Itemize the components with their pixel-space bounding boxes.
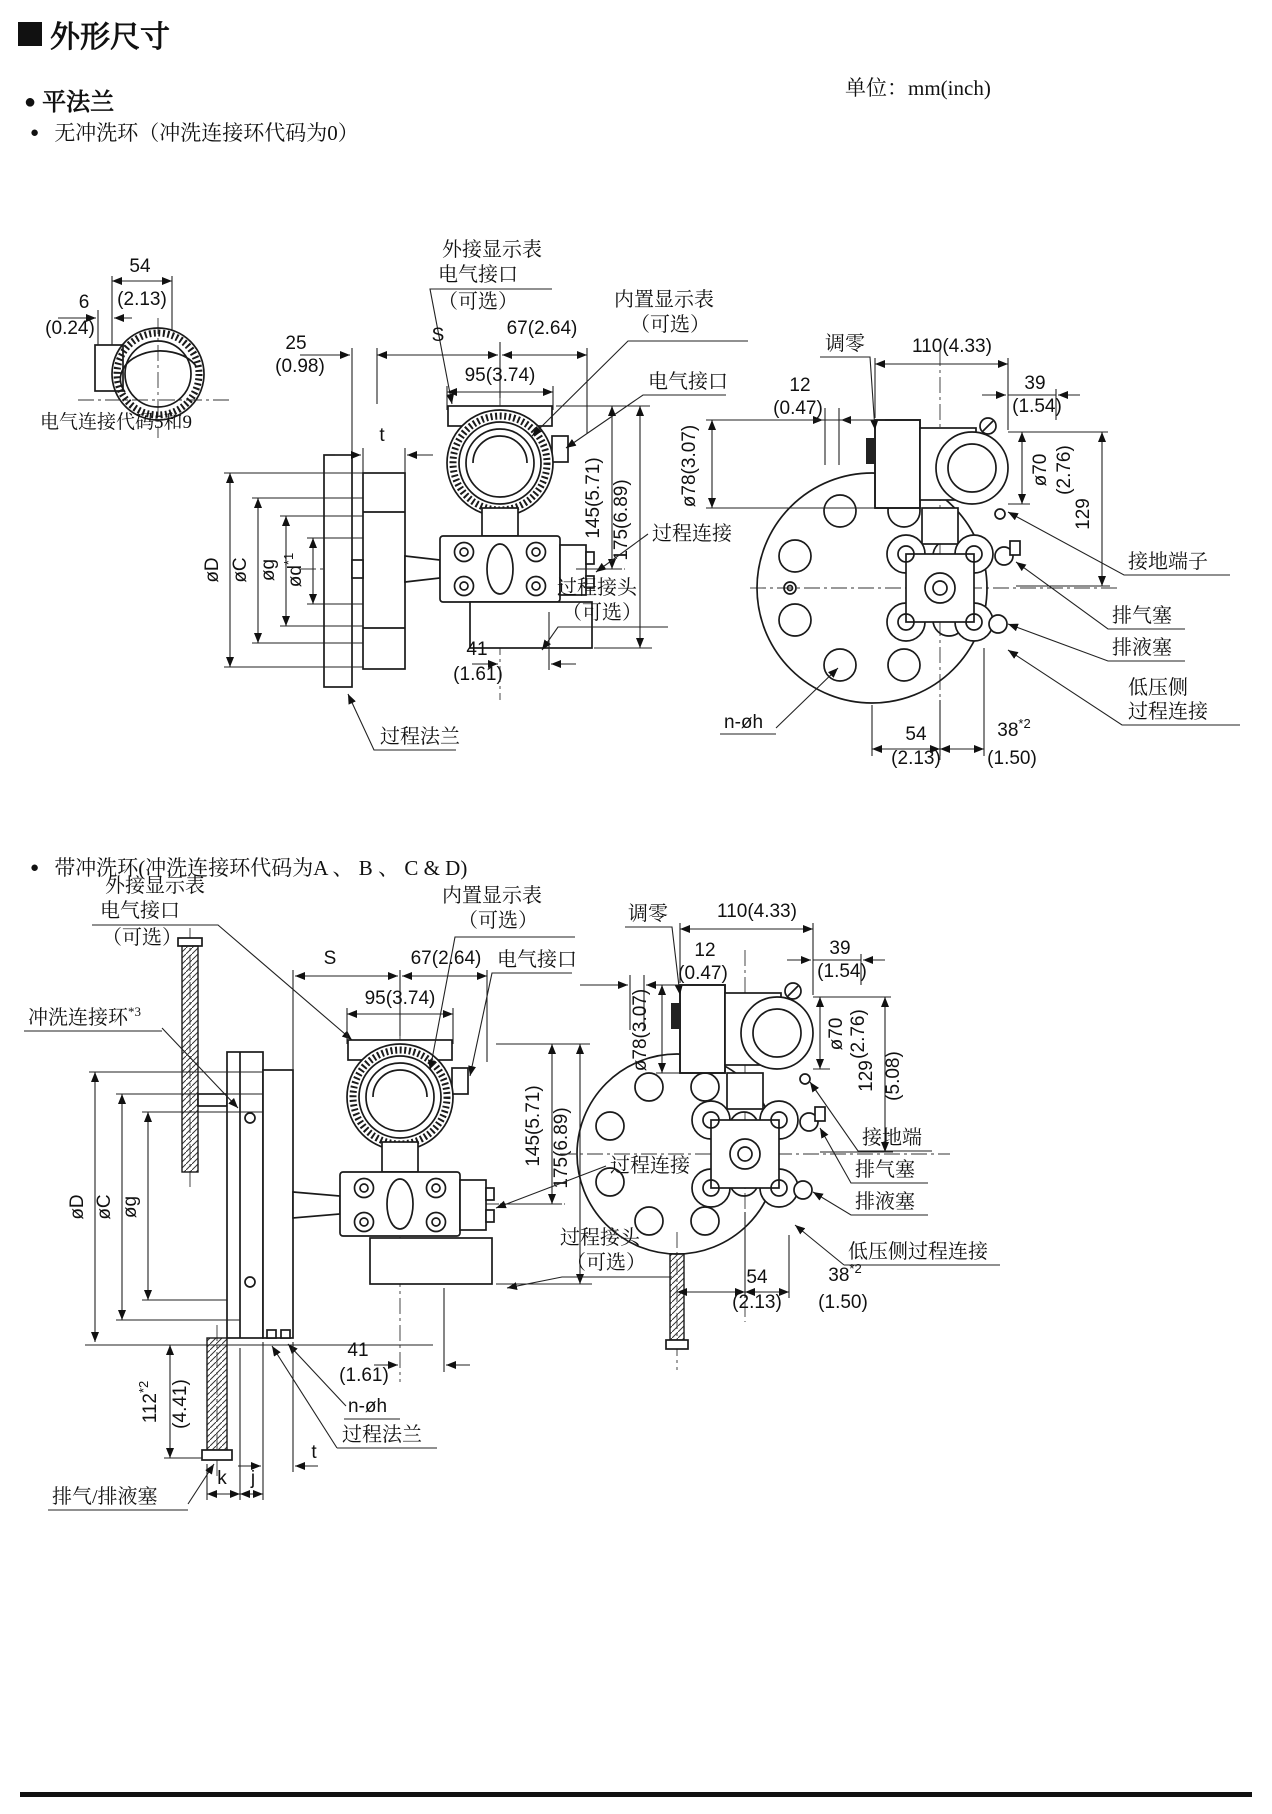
dim-t: t [311, 1442, 317, 1463]
label-internal-display-1: 内置显示表 [614, 289, 714, 311]
dim-o70: ø70 [826, 1017, 847, 1051]
label-lp-side-connection: 低压侧过程连接 [848, 1241, 988, 1263]
dim-o70-inch: (2.76) [1054, 445, 1075, 495]
dim-67: 67(2.64) [410, 948, 482, 969]
housing-knurl-section [680, 985, 725, 1073]
dim-25: 25 [285, 333, 307, 354]
bullet-dot-icon: ● [30, 125, 40, 141]
label-process-adapter-2: （可选） [566, 1252, 646, 1274]
dim-54: 54 [905, 724, 927, 745]
label-external-display-3: （可选） [102, 927, 182, 949]
dim-og: øg [120, 1195, 141, 1219]
dim-o70: ø70 [1030, 453, 1051, 487]
section1-heading: ● 无冲洗环（冲洗连接环代码为0） [30, 121, 359, 145]
dim-12: 12 [694, 940, 716, 961]
label-vent-plug: 排气塞 [1112, 605, 1172, 627]
label-external-display-2: 电气接口 [100, 900, 180, 922]
label-zero-adjust: 调零 [628, 903, 668, 925]
dim-129: 129 [1073, 498, 1094, 530]
dim-175: 175(6.89) [611, 479, 632, 561]
label-process-adapter-2: （可选） [562, 602, 642, 624]
fig1-front-view [202, 238, 748, 750]
units-note: 单位：mm(inch) [845, 76, 991, 100]
dim-oD: øD [202, 557, 223, 583]
drain-rod [670, 1254, 684, 1340]
capillary-stem [405, 556, 440, 582]
ground-terminal-screw [995, 509, 1005, 519]
zero-adjust-screw [671, 1003, 681, 1029]
dim-110: 110(4.33) [717, 901, 797, 922]
dim-6-inch: (0.24) [45, 318, 95, 339]
label-process-adapter-1: 过程接头 [557, 577, 637, 599]
dim-39-inch: (1.54) [817, 961, 867, 982]
label-drain-plug: 排液塞 [855, 1191, 915, 1213]
dim-oD: øD [67, 1194, 88, 1220]
dim-112: 112$^{*2}$ [136, 1380, 161, 1424]
dim-54: 54 [746, 1267, 768, 1288]
label-ground-terminal: 接地端子 [1128, 551, 1208, 573]
fig1-side-view [679, 332, 1240, 769]
bullet-dot-icon: ● [24, 91, 37, 113]
fig1-conduit-detail [40, 256, 232, 438]
dim-t: t [379, 425, 385, 446]
page-bottom-rule [20, 1792, 1252, 1797]
label-external-display-1: 外接显示表 [442, 239, 542, 261]
dim-25-inch: (0.98) [275, 356, 325, 377]
dim-12-inch: (0.47) [773, 398, 823, 419]
label-lp-side-2: 过程连接 [1128, 701, 1208, 723]
dim-od1: $ød^{*1}$ [281, 552, 306, 588]
dim-j: j [250, 1468, 256, 1489]
dim-12: 12 [789, 375, 811, 396]
dim-12-inch: (0.47) [678, 963, 728, 984]
label-process-adapter-1: 过程接头 [560, 1227, 640, 1249]
dim-39: 39 [829, 938, 851, 959]
dim-S: S [431, 325, 445, 346]
dim-175: 175(6.89) [551, 1107, 572, 1189]
label-external-display-3: （可选） [438, 291, 518, 313]
mounting-plate [324, 455, 352, 687]
zero-adjust-screw [866, 438, 876, 464]
dim-38-inch: (1.50) [818, 1292, 868, 1313]
dim-S: S [323, 948, 337, 969]
bullet-dot-icon: ● [30, 860, 40, 876]
dim-129: 129 [856, 1060, 877, 1092]
dim-o70-inch: (2.76) [848, 1009, 869, 1059]
dim-145: 145(5.71) [523, 1085, 544, 1167]
label-drain-plug: 排液塞 [1112, 637, 1172, 659]
label-bolt-holes: n-øh [348, 1396, 388, 1417]
housing-knurl-section [875, 420, 920, 508]
terminal-box [452, 1068, 468, 1094]
section2-heading: ● 带冲洗环(冲洗连接环代码为A 、 B 、 C & D) [30, 856, 468, 880]
dim-95: 95(3.74) [364, 988, 436, 1009]
process-connector [460, 1180, 486, 1230]
dim-og: øg [258, 558, 279, 582]
label-internal-display-2: （可选） [458, 910, 538, 932]
label-internal-display-1: 内置显示表 [442, 885, 542, 907]
vent-drain-rod [207, 1338, 227, 1450]
process-flange-plate [263, 1070, 293, 1338]
fig2-front-view [24, 874, 691, 1510]
ground-terminal-screw [800, 1074, 810, 1084]
dim-129-inch: (5.08) [883, 1051, 904, 1101]
flange-type-heading: ● 平法兰 [24, 90, 115, 116]
dim-38: 38$^{*2}$ [828, 1261, 862, 1286]
process-adapter [370, 1238, 492, 1284]
dim-41-inch: (1.61) [339, 1365, 389, 1386]
dim-38-inch: (1.50) [987, 748, 1037, 769]
label-lp-side-1: 低压侧 [1128, 677, 1188, 699]
drain-plug [989, 615, 1007, 633]
label-process-connection: 过程连接 [652, 523, 732, 545]
label-zero-adjust: 调零 [825, 333, 865, 355]
label-flushing-ring: 冲洗连接环$^{*3}$ [28, 1004, 141, 1029]
dim-54-inch: (2.13) [732, 1292, 782, 1313]
label-ground-terminal: 接地端 [862, 1127, 922, 1149]
label-internal-display-2: （可选） [630, 314, 710, 336]
dim-41: 41 [347, 1340, 369, 1361]
housing-end-cap [936, 432, 1008, 504]
dim-39: 39 [1024, 373, 1046, 394]
dim-39-inch: (1.54) [1012, 396, 1062, 417]
label-conduit-codes: 电气连接代码5和9 [40, 412, 193, 433]
dim-41-inch: (1.61) [453, 664, 503, 685]
drain-plug [794, 1181, 812, 1199]
fig2-side-view [560, 901, 1000, 1370]
dim-67: 67(2.64) [506, 318, 578, 339]
label-vent-drain-plug: 排气/排液塞 [52, 1486, 158, 1508]
label-electrical-conduit: 电气接口 [497, 949, 577, 971]
label-external-display-2: 电气接口 [438, 264, 518, 286]
dim-95: 95(3.74) [464, 365, 536, 386]
label-external-display-1: 外接显示表 [105, 875, 205, 897]
dim-6: 6 [78, 292, 90, 313]
housing-end-cap [741, 997, 813, 1069]
label-process-flange: 过程法兰 [380, 726, 460, 748]
dim-38: 38$^{*2}$ [997, 716, 1031, 741]
dim-54: 54 [129, 256, 151, 277]
flushing-ring-body [227, 1052, 263, 1338]
label-process-connection: 过程连接 [610, 1155, 690, 1177]
label-electrical-conduit: 电气接口 [648, 371, 728, 393]
dim-54-inch: (2.13) [117, 289, 167, 310]
flushing-vent-pipe [182, 946, 198, 1172]
dim-54-inch: (2.13) [891, 748, 941, 769]
dim-145: 145(5.71) [583, 457, 604, 539]
dim-oC: øC [230, 557, 251, 583]
process-flange-plate [363, 473, 405, 669]
label-process-flange: 过程法兰 [342, 1424, 422, 1446]
terminal-box [552, 436, 568, 462]
label-vent-plug: 排气塞 [855, 1159, 915, 1181]
label-bolt-holes: n-øh [724, 712, 764, 733]
dim-o78: ø78(3.07) [679, 424, 700, 508]
dim-110: 110(4.33) [912, 336, 992, 357]
dim-o78: ø78(3.07) [630, 988, 651, 1072]
dim-112-inch: (4.41) [170, 1379, 191, 1429]
page-title-text: 外形尺寸 [50, 21, 170, 54]
dim-oC: øC [94, 1194, 115, 1220]
dim-k: k [217, 1468, 227, 1489]
dim-41: 41 [466, 639, 488, 660]
